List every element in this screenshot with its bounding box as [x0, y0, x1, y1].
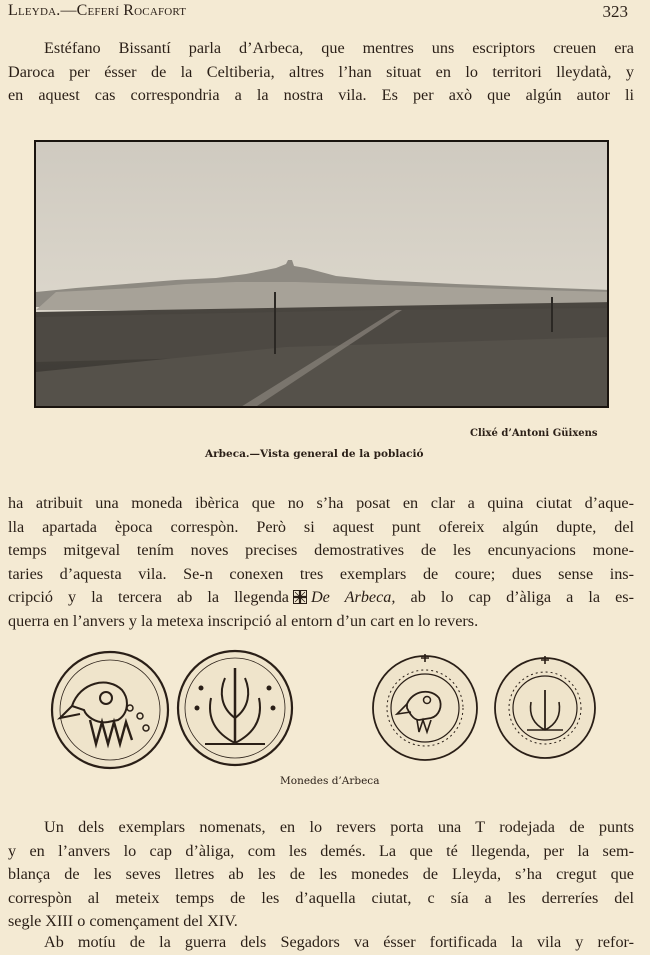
running-head-title: Lleyda.—Ceferí Rocafort	[8, 2, 187, 19]
paragraph-3-line: correspòn al meteix temps de les d’aquella ciutat, c sía a les derreríes del	[8, 888, 634, 907]
paragraph-2-line: ha atribuit una moneda ibèrica que no s’ha posat en clar a quina ciutat d’aque-	[8, 494, 634, 512]
paragraph-4-line: Ab motíu de la guerra dels Segadors va ésser fortificada la vila y refor-	[44, 933, 634, 951]
paragraph-4	[8, 931, 634, 955]
paragraph-3-line: segle XIII o començament del XIV.	[8, 912, 238, 930]
photograph-image	[36, 142, 609, 408]
paragraph-2-line: querra en l’anvers y la metexa inscripció al entorn d’un cart en lo revers.	[8, 611, 479, 630]
paragraph-3-line: Un dels exemplars nomenats, en lo revers porta una T rodejada de punts	[44, 818, 634, 836]
paragraph-2-line-5	[8, 586, 634, 610]
paragraph-2-line: temps mitgeval tením noves precises demostratives de les encunyacions mone-	[8, 541, 634, 559]
legend-text-before: cripció y la tercera ab la llegenda	[8, 588, 289, 606]
coin-plant-legend	[495, 656, 595, 758]
photograph-arbeca	[34, 140, 609, 408]
photo-caption: Arbeca.—Vista general de la població	[205, 448, 424, 460]
photo-credit: Clixé d’Antoni Güixens	[470, 428, 598, 439]
paragraph-3-line: y en l’anvers lo cap d’àliga, com les demés. La que té llegenda, per la sem-	[8, 841, 634, 860]
coins-caption: Monedes d’Arbeca	[280, 775, 380, 787]
coin-plant-1	[178, 651, 292, 765]
coins-drawing	[45, 648, 605, 773]
paragraph-1	[8, 37, 634, 108]
paragraph-1-line: Daroca per ésser de la Celtiberia, altres l’han situat en lo territori lleydatà, y	[8, 62, 634, 81]
paragraph-1-line: en aquest cas correspondria a la nostra vila. Es per axò que algún autor li	[8, 86, 634, 104]
coin-eagle-1	[52, 652, 168, 768]
coin-eagle-legend	[373, 654, 477, 760]
page-number: 323	[602, 2, 628, 21]
paragraph-1-line: Estéfano Bissantí parla d’Arbeca, que mentres uns escriptors creuen era	[44, 39, 634, 57]
legend-text-italic: De Arbeca,	[310, 588, 396, 606]
legend-text-after: ab lo cap d’àliga a la es-	[410, 588, 634, 606]
paragraph-3	[8, 816, 634, 934]
paragraph-2-line: taries d’aquesta vila. Se-n conexen tres exemplars de coure; dues sense ins-	[8, 564, 634, 583]
running-head	[8, 2, 628, 24]
coins-illustration	[45, 648, 605, 773]
paragraph-2-line: lla apartada època correspòn. Però si aquest punt ofereix algún dupte, del	[8, 517, 634, 536]
cross-icon	[293, 590, 307, 604]
paragraph-2	[8, 492, 634, 633]
paragraph-3-line: blança de les seves lletres ab les de les monedes de Lleyda, s’ha cregut que	[8, 865, 634, 883]
